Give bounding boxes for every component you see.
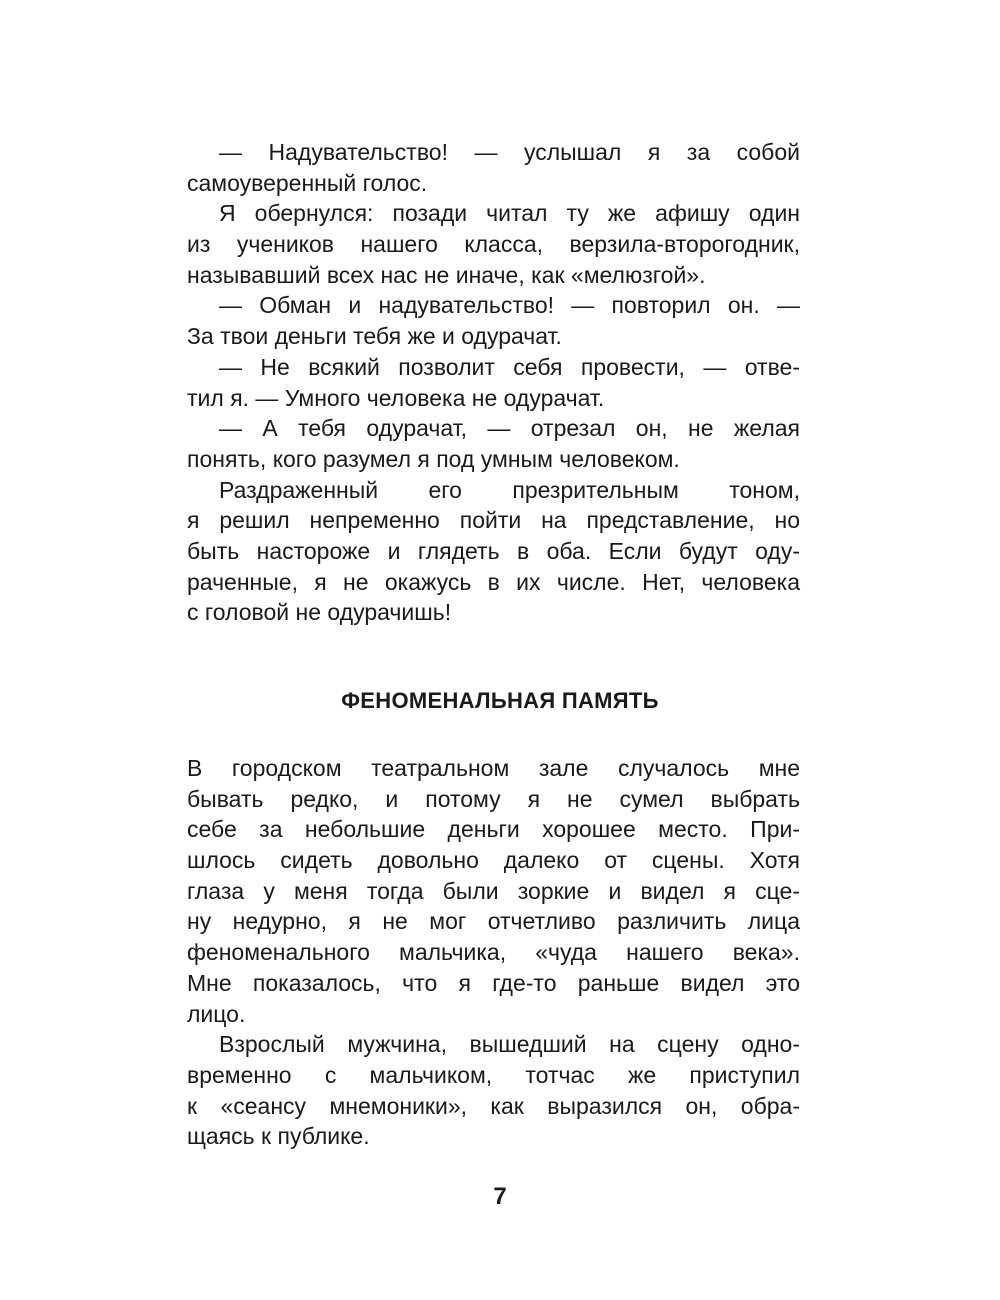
text-block-dialogue xyxy=(187,137,800,628)
text-block-chapter xyxy=(187,753,800,1152)
text-line: — А тебя одурачат, — отрезал он, не желая xyxy=(219,415,800,442)
text-line: Раздраженный его презрительным тоном, xyxy=(219,476,800,503)
text-line: феноменального мальчика, «чуда нашего века». xyxy=(187,939,800,966)
text-line: тил я. — Умного человека не одурачат. xyxy=(187,384,605,411)
text-line: — Надувательство! — услышал я за собой xyxy=(219,139,800,165)
text-line: быть настороже и глядеть в оба. Если будут оду- xyxy=(187,537,800,564)
page-number: 7 xyxy=(493,1183,507,1210)
text-line: лицо. xyxy=(187,1000,246,1027)
text-line: ну недурно, я не мог отчетливо различить лица xyxy=(187,908,800,935)
text-line: к «сеансу мнемоники», как выразился он, обра- xyxy=(187,1092,800,1119)
text-line: временно с мальчиком, тотчас же приступил xyxy=(187,1061,800,1088)
text-line: В городском театральном зале случалось мне xyxy=(187,755,800,781)
text-line: глаза у меня тогда были зоркие и видел я сце- xyxy=(187,877,800,904)
text-line: самоуверенный голос. xyxy=(187,169,428,196)
text-line: — Обман и надувательство! — повторил он. — xyxy=(219,292,800,319)
text-line: из учеников нашего класса, верзила-второгодник, xyxy=(187,231,800,258)
text-line: — Не всякий позволит себя провести, — отве- xyxy=(219,353,800,380)
text-line: с головой не одурачишь! xyxy=(187,599,452,626)
text-line: щаясь к публике. xyxy=(187,1123,370,1150)
chapter-heading: ФЕНОМЕНАЛЬНАЯ ПАМЯТЬ xyxy=(341,688,659,713)
text-line: раченные, я не окажусь в их числе. Нет, человека xyxy=(187,568,800,595)
text-line: себе за небольшие деньги хорошее место. При- xyxy=(187,816,800,843)
text-line: я решил непременно пойти на представление, но xyxy=(187,507,800,534)
text-line: За твои деньги тебя же и одурачат. xyxy=(187,323,562,350)
text-line: Я обернулся: позади читал ту же афишу один xyxy=(219,200,800,227)
text-line: бывать редко, и потому я не сумел выбрать xyxy=(187,785,800,812)
text-line: понять, кого разумел я под умным человеком. xyxy=(187,445,680,472)
text-line: Мне показалось, что я где-то раньше видел это xyxy=(187,969,800,996)
text-line: Взрослый мужчина, вышедший на сцену одно- xyxy=(219,1031,800,1058)
text-line: называвший всех нас не иначе, как «мелюзгой». xyxy=(187,261,706,288)
text-line: шлось сидеть довольно далеко от сцены. Хотя xyxy=(187,847,800,874)
